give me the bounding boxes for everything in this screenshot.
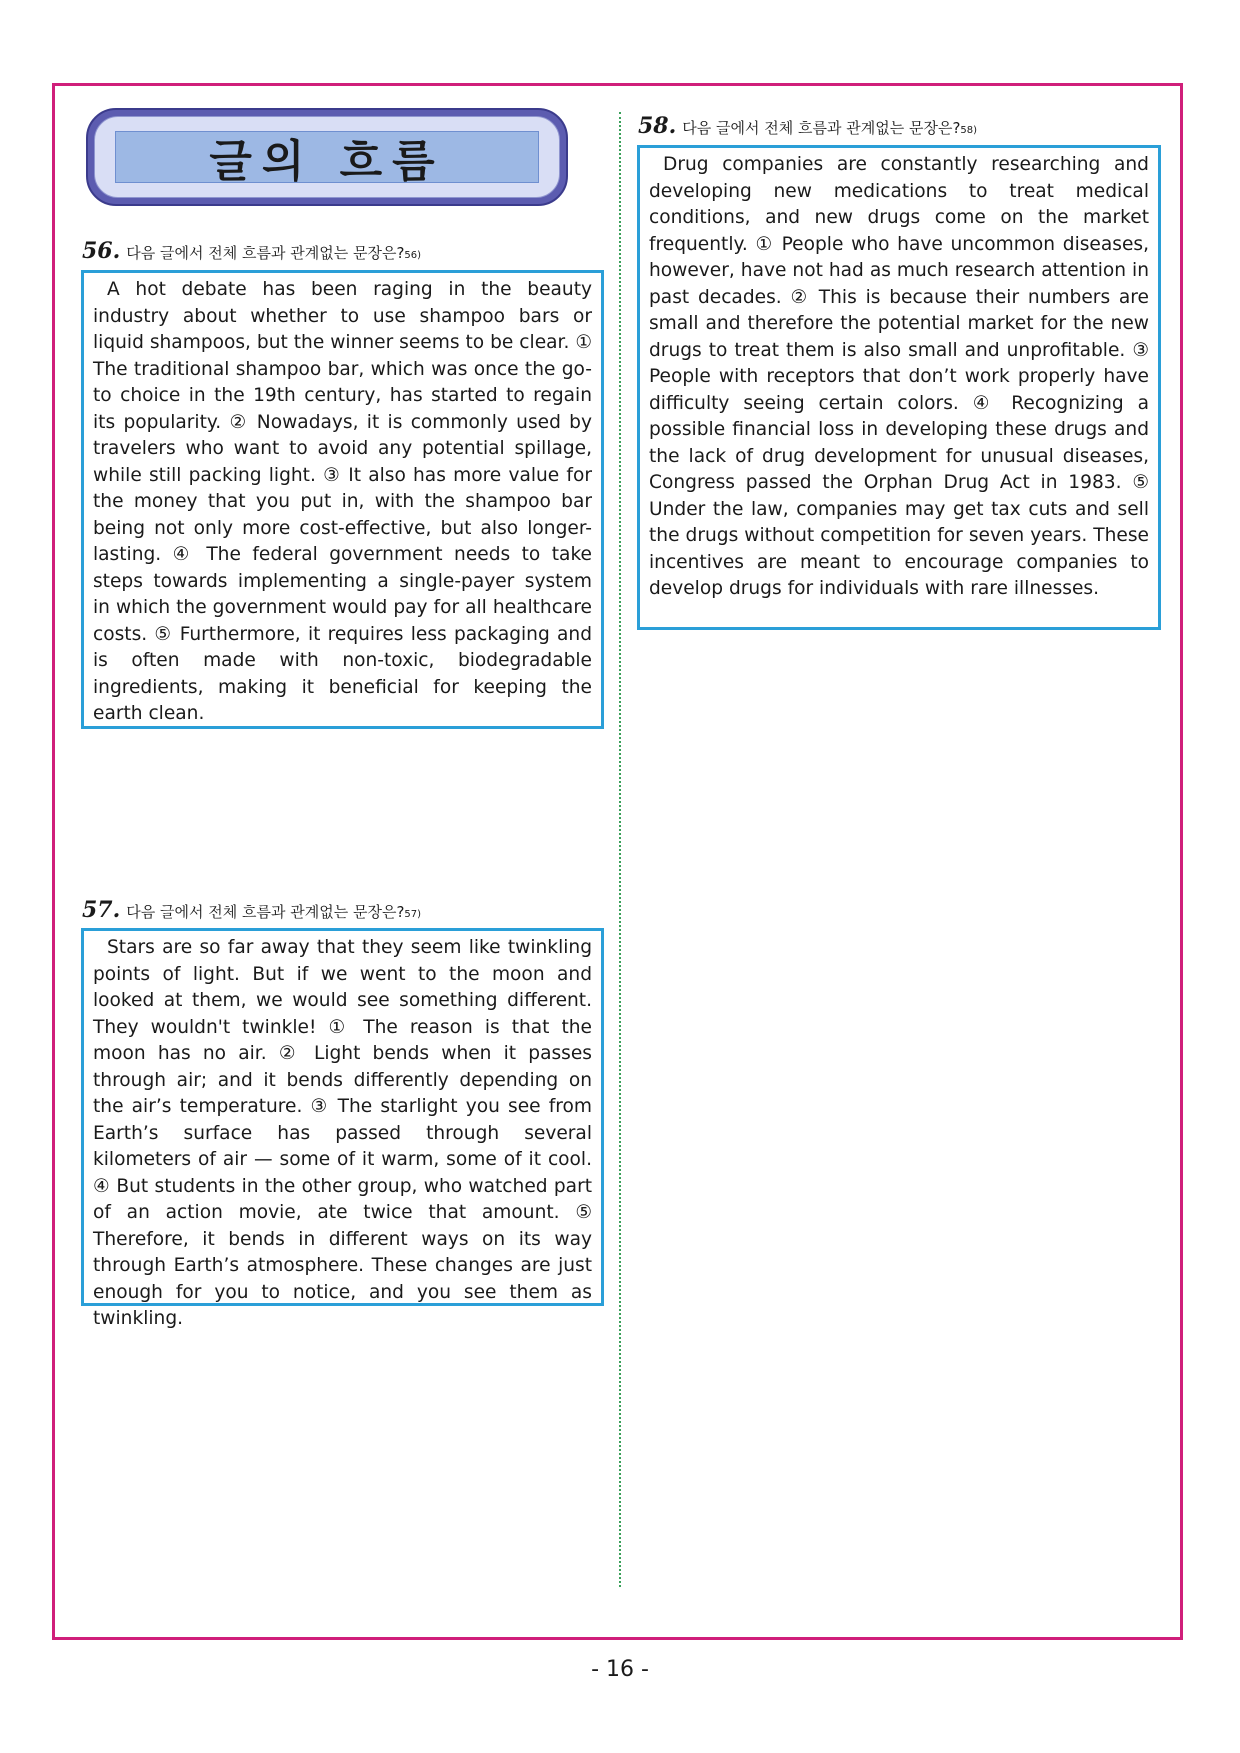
question-prompt: 다음 글에서 전체 흐름과 관계없는 문장은? xyxy=(126,903,405,921)
question-number: 56. xyxy=(82,238,121,264)
question-57-header xyxy=(82,897,421,923)
footnote-ref: 57) xyxy=(404,909,422,920)
question-57-passage xyxy=(81,928,604,1329)
footnote-ref: 56) xyxy=(404,250,422,261)
question-56-passage xyxy=(81,270,604,729)
question-58-header xyxy=(638,113,977,139)
question-number: 58. xyxy=(638,113,677,139)
passage-text: A hot debate has been raging in the beauty industry about whether to use shampoo bars or liquid shampoos, but the winner seems to be clear. ① The traditional shampoo bar, which was once the go-to choice in the 19th century, has started to regain its popularity. ② Nowadays, it is commonly used by travelers who want to avoid any potential spillage, while still packing light. ③ It also has more value for the money that you put in, with the shampoo bar being not only more cost-effective, but also longer-lasting. ④ The federal government needs to take steps towards implementing a single-payer system in which the government would pay for all healthcare costs. ⑤ Furthermore, it requires less packaging and is often made with non-toxic, biodegradable ingredients, making it beneficial for keeping the earth clean. xyxy=(93,279,592,724)
column-divider xyxy=(619,112,621,1587)
passage-text: Stars are so far away that they seem like twinkling points of light. But if we went to the moon and looked at them, we would see something different. They wouldn't twinkle! ① The reason is that the moon has no air. ② Light bends when it passes through air; and it bends differently depending on the air’s temperature. ③ The starlight you see from Earth’s surface has passed through several kilometers of air — some of it warm, some of it cool. ④ But students in the other group, who watched part of an action movie, ate twice that amount. ⑤ Therefore, it bends in different ways on its way through Earth’s atmosphere. These changes are just enough for you to notice, and you see them as twinkling. xyxy=(93,937,592,1329)
question-prompt: 다음 글에서 전체 흐름과 관계없는 문장은? xyxy=(126,244,405,262)
question-number: 57. xyxy=(82,897,121,923)
question-prompt: 다음 글에서 전체 흐름과 관계없는 문장은? xyxy=(682,119,961,137)
question-56-header xyxy=(82,238,421,264)
passage-text: Drug companies are constantly researching and developing new medications to treat medical conditions, and new drugs come on the market frequently. ① People who have uncommon diseases, however, have not had as much research attention in past decades. ② This is because their numbers are small and therefore the potential market for the new drugs to treat them is also small and unprofitable. ③ People with receptors that don’t work properly have difficulty seeing certain colors. ④ Recognizing a possible financial loss in developing these drugs and the lack of drug development for unusual diseases, Congress passed the Orphan Drug Act in 1983. ⑤ Under the law, companies may get tax cuts and sell the drugs without competition for seven years. These incentives are meant to encourage companies to develop drugs for individuals with rare illnesses. xyxy=(649,154,1149,599)
section-title-badge xyxy=(86,108,568,206)
footnote-ref: 58) xyxy=(960,125,978,136)
section-title: 글의 흐름 xyxy=(209,136,445,187)
question-58-passage xyxy=(637,145,1161,630)
page-number: - 16 - xyxy=(591,1657,649,1682)
